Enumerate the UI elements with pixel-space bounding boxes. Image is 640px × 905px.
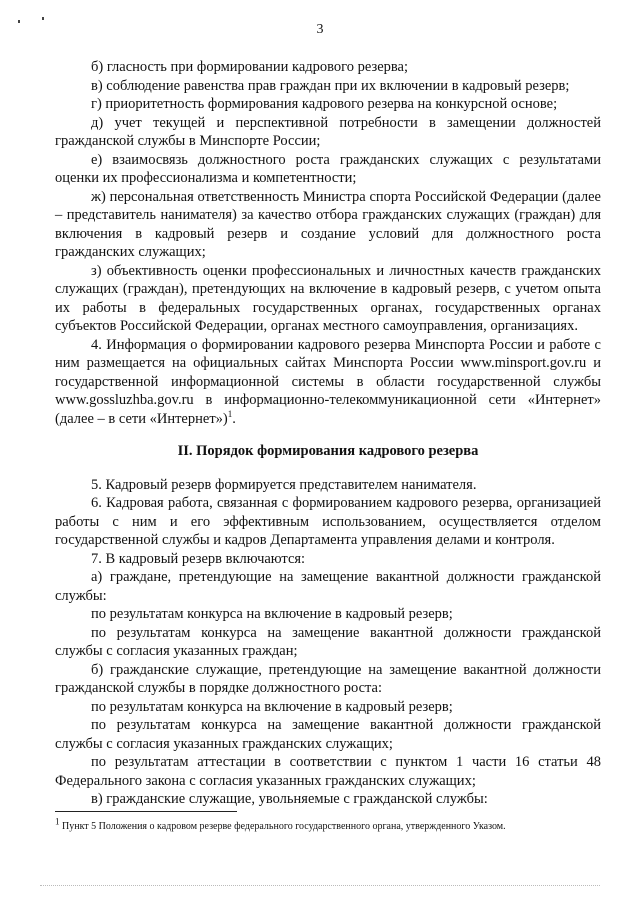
paragraph-v: в) соблюдение равенства прав граждан при их включении в кадровый резерв; (91, 77, 570, 94)
section-heading: II. Порядок формирования кадрового резерва (177, 443, 479, 459)
paragraph-zh: ж) персональная ответственность Министра спорта Российской Федерации (далее – представитель нанимателя) за качество отбора гражданских служащих (граждан) для включения в кадровый резерв и создание условий для должностного роста гражданских служащих; (55, 188, 601, 260)
paragraph-7v: в) гражданские служащие, увольняемые с гражданской службы: (91, 791, 488, 807)
footnote-reference: 1 (227, 408, 233, 419)
paragraph-b: б) гласность при формировании кадрового резерва; (91, 59, 409, 75)
paragraph-7a-item-1: по результатам конкурса на включение в кадровый резерв; (91, 606, 453, 622)
paragraph-4 (55, 336, 601, 429)
scan-artifact-line (40, 885, 600, 886)
footnote (55, 816, 615, 833)
paragraph-7a-item-2: по результатам конкурса на замещение вакантной должности гражданской службы с согласия указанных граждан; (55, 624, 601, 659)
document-body (55, 58, 601, 809)
paragraph-7b-item-2: по результатам конкурса на замещение вакантной должности гражданской службы с согласия указанных гражданских служащих; (55, 717, 601, 752)
paragraph-e: е) взаимосвязь должностного роста гражданских служащих с результатами оценки их профессионализма и компетентности; (55, 151, 601, 186)
paragraph-4-end: . (232, 410, 236, 427)
paragraph-7: 7. В кадровый резерв включаются: (91, 550, 306, 567)
footnote-number: 1 (55, 816, 60, 827)
paragraph-z: з) объективность оценки профессиональных и личностных качеств гражданских служащих (граждан), претендующих на включение в кадровый резерв, с учетом опыта их работы в федеральных государственных органах, государственных органах субъектов Российской Федерации, органах местного самоуправления, организациях. (55, 262, 601, 334)
paragraph-5: 5. Кадровый резерв формируется представителем нанимателя. (91, 476, 477, 493)
paragraph-6: 6. Кадровая работа, связанная с формированием кадрового резерва, организацией работы с ним и его эффективным использованием, осуществляется отделом государственной службы и кадров Департамента управления делами и контроля. (55, 495, 601, 548)
paragraph-7b: б) гражданские служащие, претендующие на замещение вакантной должности гражданской службы в порядке должностного роста: (55, 661, 601, 696)
paragraph-d: д) учет текущей и перспективной потребности в замещении должностей гражданской службы в Минспорте России; (55, 114, 601, 149)
paragraph-7b-item-1: по результатам конкурса на включение в кадровый резерв; (91, 698, 453, 715)
page-number: 3 (316, 22, 324, 37)
footnote-text: Пункт 5 Положения о кадровом резерве федерального государственного органа, утвержденного Указом. (62, 821, 506, 832)
paragraph-7b-item-3: по результатам аттестации в соответствии с пунктом 1 части 16 статьи 48 Федерального закона с согласия указанных гражданских служащих; (55, 754, 601, 789)
scan-speck (42, 17, 44, 20)
paragraph-g: г) приоритетность формирования кадрового резерва на конкурсной основе; (91, 96, 558, 112)
footnote-separator (55, 811, 237, 812)
paragraph-7a: а) граждане, претендующие на замещение вакантной должности гражданской службы: (55, 569, 601, 604)
paragraph-4-text: 4. Информация о формировании кадрового резерва Минспорта России и работе с ним размещается на официальных сайтах Минспорта России www.minsport.gov.ru и государственной информационной системы в области государственной службы www.gossluzhba.gov.ru в информационно-телекоммуникационной сети «Интернет» (далее – в сети «Интернет») (55, 336, 601, 427)
